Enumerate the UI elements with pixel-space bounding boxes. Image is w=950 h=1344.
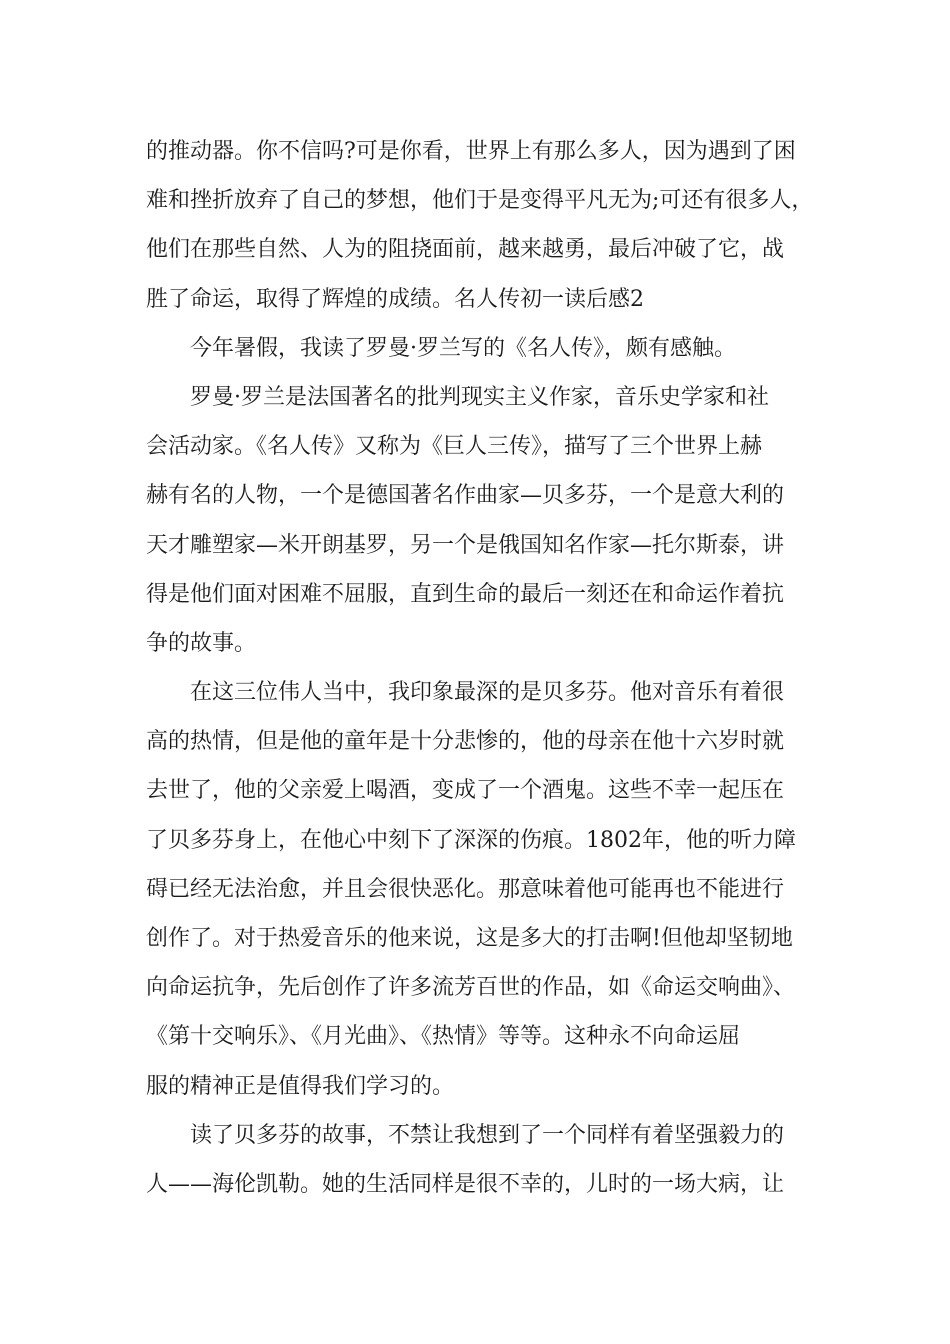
text-line: 赫有名的人物，一个是德国著名作曲家—贝多芬，一个是意大利的 (146, 483, 785, 509)
text-line: 服的精神正是值得我们学习的。 (146, 1073, 455, 1099)
text-line: 的推动器。你不信吗?可是你看，世界上有那么多人，因为遇到了困 (146, 139, 796, 164)
text-line: 了贝多芬身上，在他心中刻下了深深的伤痕。1802年，他的听力障 (146, 827, 796, 853)
text-line: 向命运抗争，先后创作了许多流芳百世的作品，如《命运交响曲》、 (146, 975, 796, 1001)
text-line: 会活动家。《名人传》又称为《巨人三传》，描写了三个世界上赫 (146, 434, 763, 460)
text-line: 难和挫折放弃了自己的梦想，他们于是变得平凡无为;可还有很多人， (146, 188, 814, 214)
text-line: 今年暑假，我读了罗曼·罗兰写的《名人传》，颇有感触。 (190, 335, 736, 361)
text-line: 争的故事。 (146, 630, 257, 656)
text-line: 去世了，他的父亲爱上喝酒，变成了一个酒鬼。这些不幸一起压在 (146, 778, 785, 804)
document-body (146, 134, 816, 1216)
text-line: 人——海伦凯勒。她的生活同样是很不幸的，儿时的一场大病，让 (146, 1171, 785, 1197)
text-line: 《第十交响乐》、《月光曲》、《热情》等等。这种永不向命运屈 (146, 1024, 741, 1050)
text-line: 得是他们面对困难不屈服，直到生命的最后一刻还在和命运作着抗 (146, 581, 785, 607)
text-line: 天才雕塑家—米开朗基罗，另一个是俄国知名作家—托尔斯泰，讲 (146, 532, 785, 558)
text-line: 胜了命运，取得了辉煌的成绩。名人传初一读后感2 (146, 286, 644, 312)
text-line: 碍已经无法治愈，并且会很快恶化。那意味着他可能再也不能进行 (146, 876, 785, 902)
text-line: 读了贝多芬的故事，不禁让我想到了一个同样有着坚强毅力的 (190, 1122, 785, 1148)
text-line: 罗曼·罗兰是法国著名的批判现实主义作家，音乐史学家和社 (190, 384, 769, 410)
text-line: 在这三位伟人当中，我印象最深的是贝多芬。他对音乐有着很 (190, 680, 785, 706)
text-line: 高的热情，但是他的童年是十分悲惨的，他的母亲在他十六岁时就 (146, 729, 785, 755)
text-line: 创作了。对于热爱音乐的他来说，这是多大的打击啊!但他却坚韧地 (146, 926, 793, 951)
text-line: 他们在那些自然、人为的阻挠面前，越来越勇，最后冲破了它，战 (146, 237, 785, 263)
